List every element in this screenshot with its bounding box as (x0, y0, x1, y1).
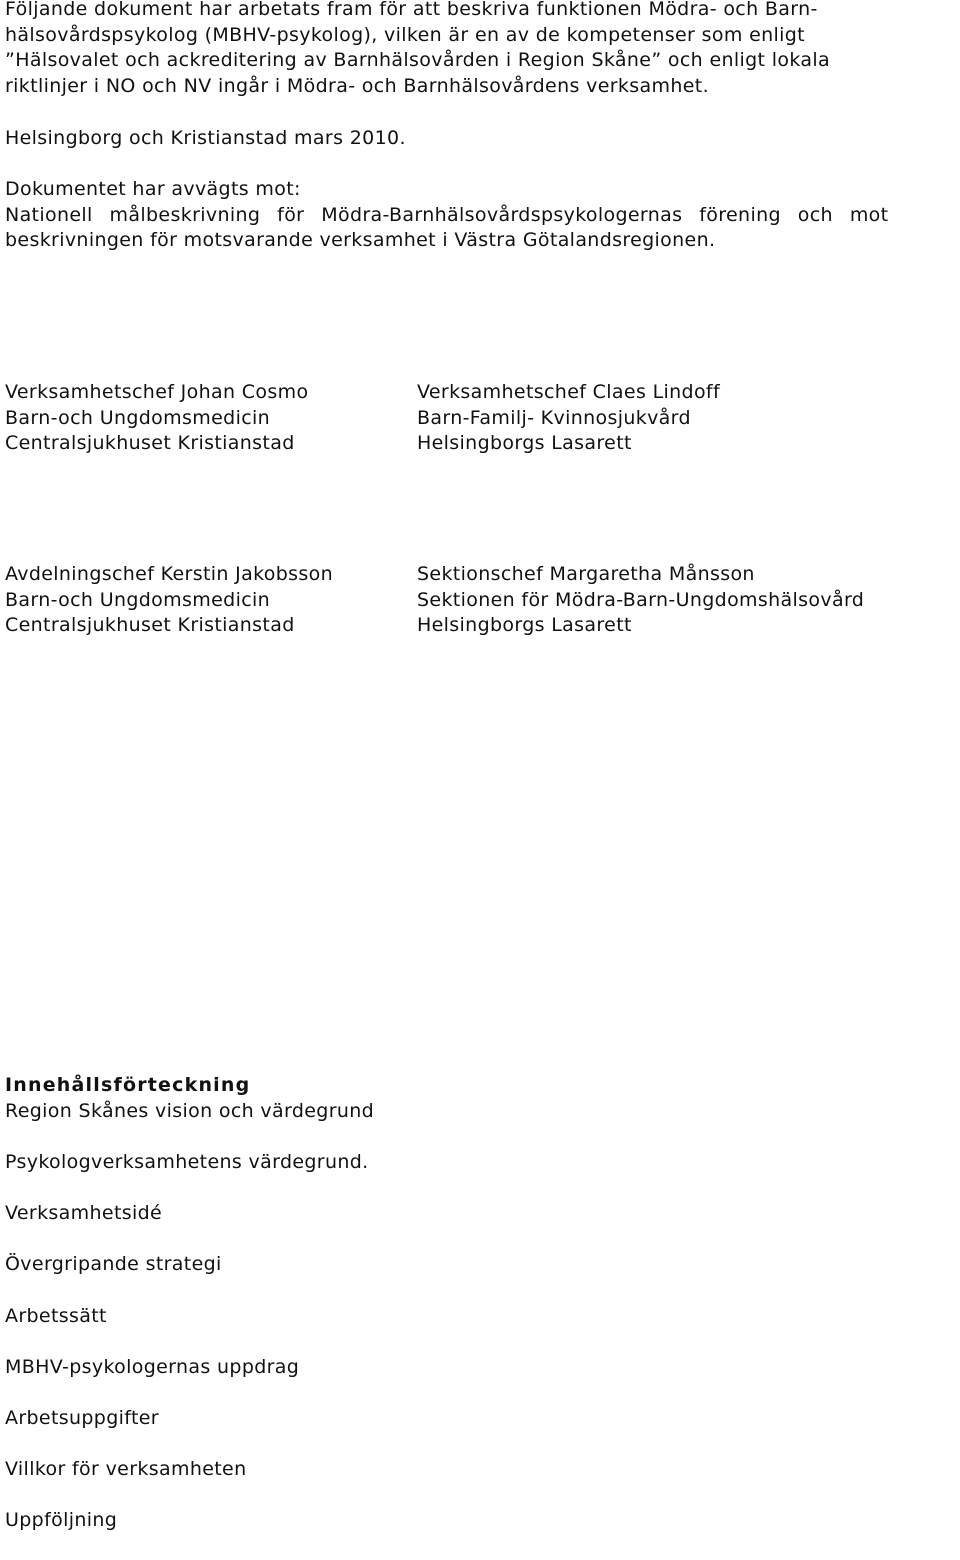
toc-item[interactable]: Arbetssätt (5, 1304, 107, 1327)
signatory-mansson (417, 562, 864, 639)
toc-item[interactable]: Arbetsuppgifter (5, 1406, 159, 1429)
signatory-unit: Barn-och Ungdomsmedicin (5, 406, 271, 429)
toc-item[interactable]: Verksamhetsidé (5, 1202, 163, 1225)
toc-title: Innehållsförteckning (5, 1074, 251, 1096)
intro-line: hälsovårdspsykolog (MBHV-psykolog), vilken är en av de kompetenser som enligt (5, 23, 805, 46)
signatory-title: Avdelningschef Kerstin Jakobsson (5, 563, 334, 585)
weighed-line: Nationell målbeskrivning för Mödra-Barnhälsovårdspsykologernas förening och mot (5, 203, 889, 226)
signatory-title: Sektionschef Margaretha Månsson (417, 563, 755, 585)
signatory-title: Verksamhetschef Johan Cosmo (5, 381, 309, 403)
signatory-hospital: Centralsjukhuset Kristianstad (5, 614, 295, 637)
signatory-lindoff (417, 380, 720, 457)
intro-section (5, 0, 957, 254)
toc-item[interactable]: Psykologverksamhetens värdegrund. (5, 1150, 369, 1173)
intro-line: Följande dokument har arbetats fram för att beskriva funktionen Mödra- och Barn- (5, 0, 818, 20)
weighed-paragraph (5, 177, 957, 254)
weighed-line: beskrivningen för motsvarande verksamhet i Västra Götalandsregionen. (5, 229, 716, 252)
toc-item[interactable]: Uppföljning (5, 1509, 118, 1532)
signatory-unit: Sektionen för Mödra-Barn-Ungdomshälsovård (417, 588, 865, 611)
toc-item[interactable]: Villkor för verksamheten (5, 1458, 247, 1481)
signatory-jakobsson (5, 562, 333, 639)
signatory-hospital: Helsingborgs Lasarett (417, 614, 632, 637)
signatory-cosmo (5, 380, 308, 457)
weighed-heading: Dokumentet har avvägts mot: (5, 177, 301, 200)
toc-item[interactable]: Region Skånes vision och värdegrund (5, 1099, 375, 1122)
signatory-hospital: Centralsjukhuset Kristianstad (5, 432, 295, 455)
signatory-hospital: Helsingborgs Lasarett (417, 432, 632, 455)
signatory-unit: Barn-och Ungdomsmedicin (5, 588, 271, 611)
toc-item[interactable]: Övergripande strategi (5, 1253, 222, 1276)
document-page (5, 0, 957, 1532)
signatory-title: Verksamhetschef Claes Lindoff (417, 381, 720, 403)
toc-item[interactable]: MBHV-psykologernas uppdrag (5, 1355, 300, 1378)
intro-paragraph (5, 0, 957, 100)
signatory-unit: Barn-Familj- Kvinnosjukvård (417, 406, 691, 429)
intro-line: riktlinjer i NO och NV ingår i Mödra- och Barnhälsovårdens verksamhet. (5, 75, 709, 98)
place-date: Helsingborg och Kristianstad mars 2010. (5, 126, 406, 149)
table-of-contents (5, 1073, 374, 1560)
intro-line: ”Hälsovalet och ackreditering av Barnhälsovården i Region Skåne” och enligt lokala (5, 49, 830, 72)
